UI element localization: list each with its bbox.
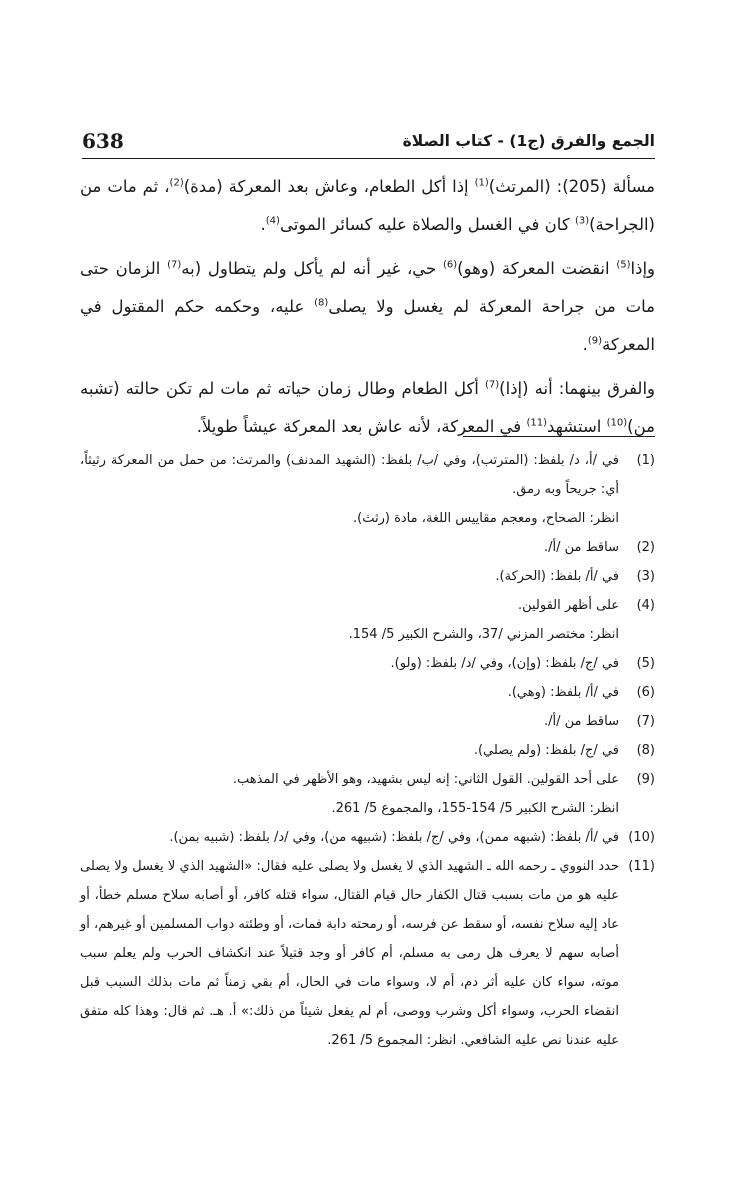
footnote-line: انظر: الشرح الكبير 5/ 154-155، والمجموع 5/ 261. bbox=[331, 801, 619, 816]
footnote-text bbox=[80, 765, 619, 823]
footnote-item bbox=[80, 533, 655, 562]
footnote-number: (4) bbox=[636, 598, 655, 613]
footnote-line: على أظهر القولين. bbox=[517, 598, 619, 613]
footnote-item bbox=[80, 678, 655, 707]
footnote-text bbox=[80, 707, 619, 736]
footnote-item bbox=[80, 765, 655, 823]
footnote-item bbox=[80, 562, 655, 591]
footnote-number: (2) bbox=[636, 540, 655, 555]
footnote-line: انظر: مختصر المزني /37، والشرح الكبير 5/ 154. bbox=[348, 627, 619, 642]
footnote-number: (6) bbox=[636, 685, 655, 700]
footnotes bbox=[80, 446, 655, 1055]
paragraph-second-case: وإذا$^{(5)}$ انقضت المعركة (وهو)$^{(6)}$ حي، غير أنه لم يأكل ولم يتطاول (به$^{(7)}$ الزمان حتى مات من جراحة المعركة لم يغسل ولا يصلى$^{(8)}$ عليه، وحكمه حكم المقتول في المعركة$^{(9)}$. bbox=[80, 259, 655, 354]
page-header bbox=[82, 126, 655, 156]
footnote-item bbox=[80, 649, 655, 678]
footnote-line: في /أ/ بلفظ: (شبهه ممن)، وفي /ج/ بلفظ: (شبيهه من)، وفي /د/ بلفظ: (شبيه بمن). bbox=[169, 830, 619, 845]
page-number: 638 bbox=[82, 129, 124, 153]
footnote-number: (3) bbox=[636, 569, 655, 584]
footnote-text bbox=[80, 823, 619, 852]
footnote-line: في /أ/ بلفظ: (الحركة). bbox=[495, 569, 619, 584]
footnote-line: حدد النووي ـ رحمه الله ـ الشهيد الذي لا يغسل ولا يصلى عليه فقال: «الشهيد الذي لا يغسل ولا يصلى عليه هو من مات بسبب قتال الكفار حال قيام القتال، سواء قتله كافر، أو أصابه سلاح مسلم خطأ، أو عاد إليه سلاح نفسه، أو سقط عن فرسه، أو رمحته دابة فمات، أو وطئته دواب المسلمين أو غيرهم، أو أصابه سهم لا يعرف هل رمى به مسلم، أم كافر أو وجد قتيلاً عند انكشاف الحرب ولم يعلم سبب موته، سواء كان عليه أثر دم، أم لا، وسواء مات في الحال، أم بقي زمناً ثم مات بذلك السبب قبل انقضاء الحرب، وسواء أكل وشرب ووصى، أم لم يفعل شيئاً من ذلك:» أ. هـ. ثم قال: وهذا كله متفق عليه عندنا نص عليه الشافعي. انظر: المجموع 5/ 261. bbox=[80, 859, 619, 1048]
footnote-item bbox=[80, 823, 655, 852]
footnote-number: (7) bbox=[636, 714, 655, 729]
footnote-line: على أحد القولين. القول الثاني: إنه ليس بشهيد، وهو الأظهر في المذهب. bbox=[232, 772, 619, 787]
main-text bbox=[80, 168, 655, 452]
footnote-item bbox=[80, 446, 655, 533]
footnote-text bbox=[80, 852, 619, 1055]
footnote-line: ساقط من /أ/. bbox=[543, 540, 619, 555]
footnote-item bbox=[80, 591, 655, 649]
footnote-item bbox=[80, 707, 655, 736]
footnote-text bbox=[80, 533, 619, 562]
running-head: الجمع والفرق (ج1) - كتاب الصلاة bbox=[402, 132, 655, 150]
footnote-line: في /أ/ بلفظ: (وهي). bbox=[507, 685, 619, 700]
footnote-text bbox=[80, 678, 619, 707]
footnote-line: في /ج/ بلفظ: (وإن)، وفي /د/ بلفظ: (ولو). bbox=[390, 656, 619, 671]
footnote-item bbox=[80, 736, 655, 765]
footnote-line: انظر: الصحاح، ومعجم مقاييس اللغة، مادة (رثث). bbox=[353, 511, 619, 526]
footnote-number: (10) bbox=[628, 830, 655, 845]
footnote-number: (1) bbox=[636, 453, 655, 468]
footnote-number: (5) bbox=[636, 656, 655, 671]
footnote-separator bbox=[463, 436, 655, 437]
footnote-item bbox=[80, 852, 655, 1055]
footnote-text bbox=[80, 446, 619, 533]
footnote-text bbox=[80, 562, 619, 591]
footnote-line: في /أ، د/ بلفظ: (المترتب)، وفي /ب/ بلفظ: (الشهيد المدنف) والمرتث: من حمل من المعركة رثيثاً، أي: جريحاً وبه رمق. bbox=[80, 453, 619, 497]
paragraph-difference: والفرق بينهما: أنه (إذا)$^{(7)}$ أكل الطعام وطال زمان حياته ثم مات لم تكن حالته (تشبه من)$^{(10)}$ استشهد$^{(11)}$ في المعركة، لأنه عاش بعد المعركة عيشاً طويلاً. bbox=[80, 379, 655, 436]
footnote-text bbox=[80, 736, 619, 765]
paragraph-question: مسألة (205): (المرتث)$^{(1)}$ إذا أكل الطعام، وعاش بعد المعركة (مدة)$^{(2)}$، ثم مات من (الجراحة)$^{(3)}$ كان في الغسل والصلاة عليه كسائر الموتى$^{(4)}$. bbox=[80, 177, 655, 234]
footnote-number: (11) bbox=[628, 859, 655, 874]
footnote-number: (8) bbox=[636, 743, 655, 758]
footnote-line: ساقط من /أ/. bbox=[543, 714, 619, 729]
footnote-number: (9) bbox=[636, 772, 655, 787]
footnote-text bbox=[80, 649, 619, 678]
footnote-line: في /ج/ بلفظ: (ولم يصلي). bbox=[473, 743, 619, 758]
footnote-text bbox=[80, 591, 619, 649]
header-rule bbox=[82, 158, 655, 159]
